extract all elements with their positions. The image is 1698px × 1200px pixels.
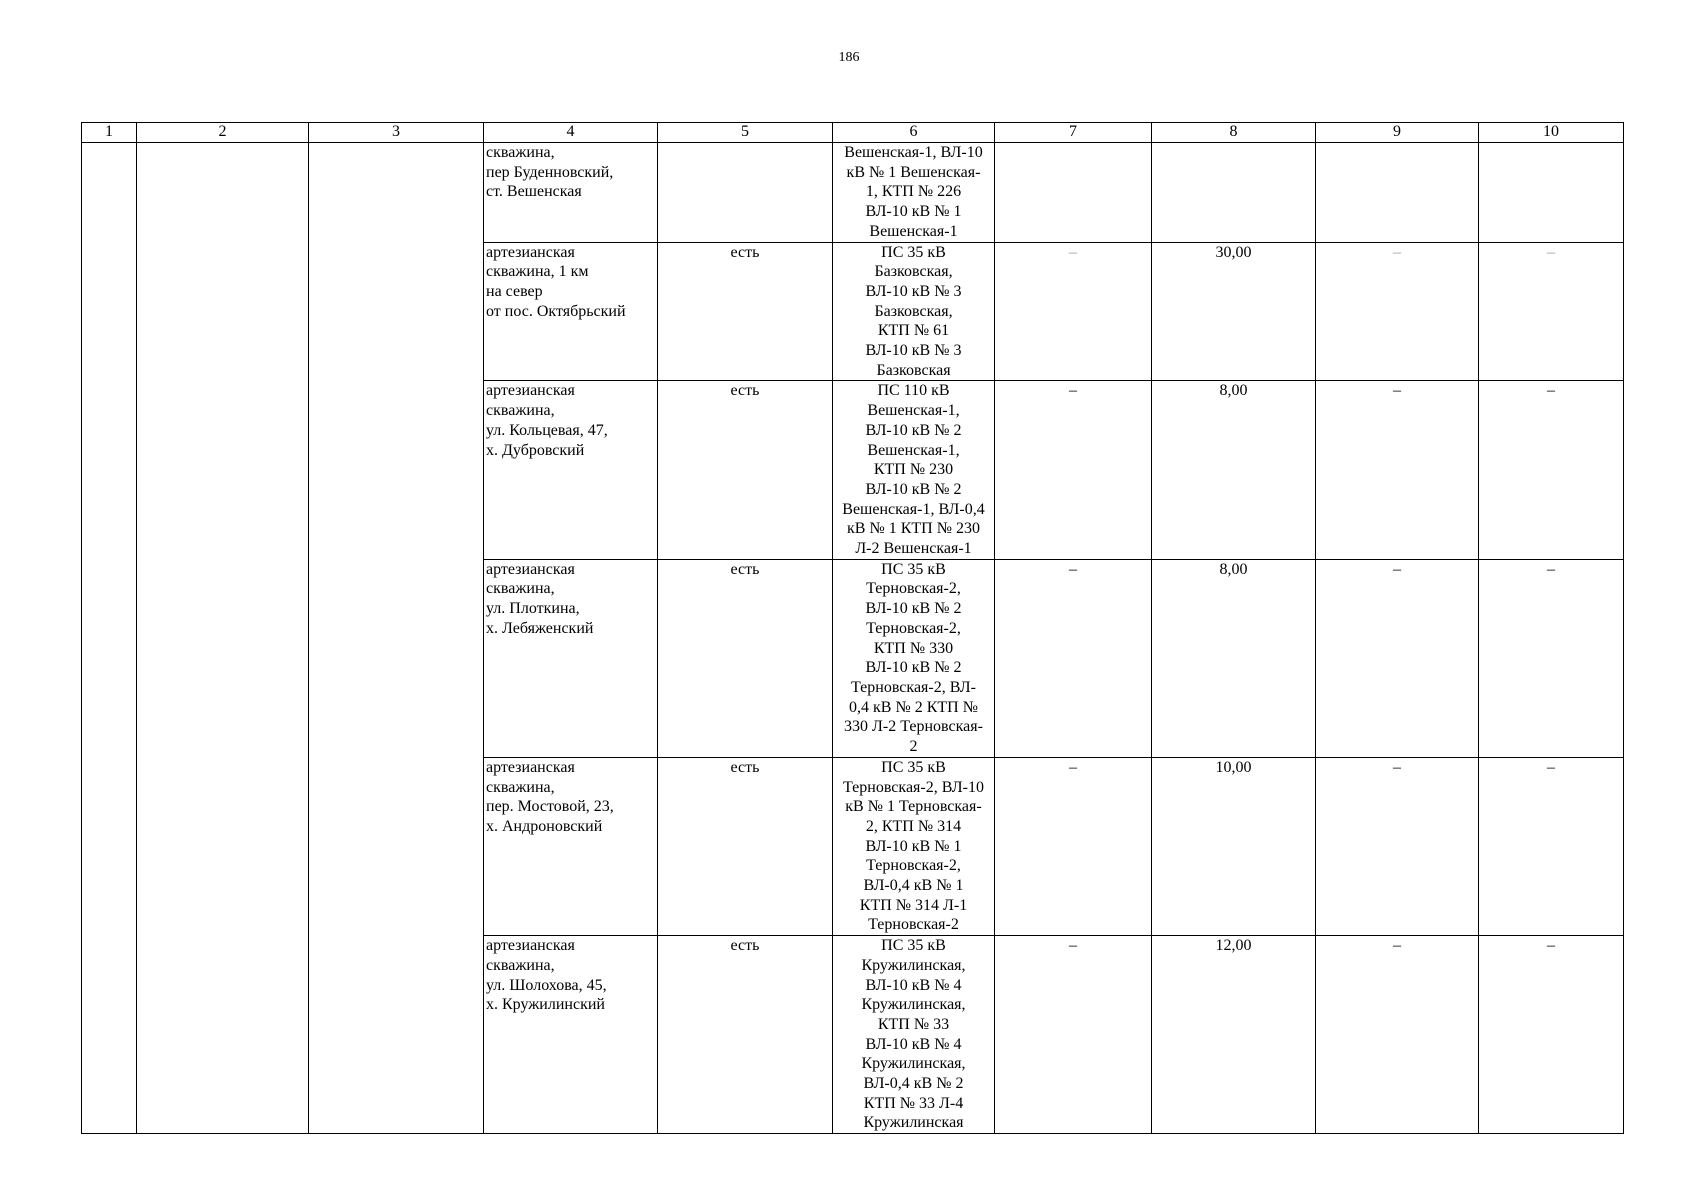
value-cell-c7: – [995, 936, 1152, 1134]
value-cell-c9: – [1316, 757, 1479, 935]
cell-line: Терновская-2, [866, 619, 961, 637]
value-cell-c7: – [995, 242, 1152, 381]
cell-line: Л-2 Вешенская-1 [855, 540, 972, 558]
power-source-cell [833, 936, 995, 1134]
power-source-cell [833, 757, 995, 935]
power-source-cell [833, 381, 995, 559]
cell-line: КТП № 33 [877, 1015, 950, 1033]
value-cell-c9: – [1316, 936, 1479, 1134]
cell-line: Вешенская-1, ВЛ-10 [844, 144, 983, 161]
power-source-cell [833, 559, 995, 757]
cell-line: пер Буденновский, [486, 163, 614, 181]
value-cell-c9: – [1316, 381, 1479, 559]
cell-line: скважина, [486, 956, 555, 974]
cell-line: Базковская, [874, 263, 953, 281]
column-number: 4 [484, 123, 658, 143]
cell-line: ВЛ-0,4 кВ № 1 [863, 877, 964, 895]
column-number: 10 [1479, 123, 1624, 143]
cell-line: скважина, [486, 402, 555, 420]
column-number: 3 [309, 123, 484, 143]
column-number: 2 [137, 123, 309, 143]
value-cell-c9 [1316, 143, 1479, 243]
value-cell-c10: – [1479, 559, 1624, 757]
cell-line: Кружилинская, [861, 1055, 966, 1073]
cell-line: Терновская-2, [866, 857, 961, 875]
cell-line: ВЛ-10 кВ № 1 [865, 203, 962, 221]
cell-line: кВ № 1 Вешенская- [846, 163, 981, 181]
cell-line: артезианская [486, 937, 575, 955]
availability-cell [658, 143, 833, 243]
cell-line: Терновская-2, ВЛ- [851, 678, 976, 696]
col-2-cell [137, 143, 309, 1134]
table-row [82, 143, 1624, 243]
column-number: 9 [1316, 123, 1479, 143]
cell-line: Вешенская-1, ВЛ-0,4 [842, 500, 985, 518]
cell-line: 2, КТП № 314 [865, 817, 962, 835]
cell-line: 2 [909, 738, 918, 756]
cell-line: ВЛ-10 кВ № 1 [865, 837, 962, 855]
cell-line: ВЛ-10 кВ № 2 [865, 659, 962, 677]
cell-line: Терновская-2, [866, 580, 961, 598]
col-1-cell [82, 143, 137, 1134]
cell-line: ПС 35 кВ [881, 560, 946, 578]
cell-line: ВЛ-10 кВ № 2 [865, 600, 962, 618]
cell-line: 330 Л-2 Терновская- [844, 718, 983, 736]
cell-line: ПС 110 кВ [877, 382, 950, 400]
cell-line: Вешенская-1 [869, 222, 958, 240]
cell-line: КТП № 230 [873, 461, 954, 479]
cell-line: ВЛ-10 кВ № 4 [865, 976, 962, 994]
cell-line: пер. Мостовой, 23, [486, 798, 614, 816]
cell-line: ВЛ-10 кВ № 2 [865, 421, 962, 439]
object-name-cell [484, 143, 658, 243]
cell-line: ул. Кольцевая, 47, [486, 421, 608, 439]
cell-line: скважина, [486, 778, 555, 796]
cell-line: ул. Шолохова, 45, [486, 976, 607, 994]
value-cell-c8: 12,00 [1152, 936, 1316, 1134]
availability-cell: есть [658, 242, 833, 381]
cell-line: х. Дубровский [486, 441, 585, 459]
cell-line: Кружилинская, [861, 996, 966, 1014]
column-numbers-row [82, 123, 1624, 143]
cell-line: ПС 35 кВ [881, 243, 946, 261]
cell-line: ПС 35 кВ [881, 758, 946, 776]
value-cell-c7: – [995, 757, 1152, 935]
cell-line: Кружилинская, [861, 956, 966, 974]
value-cell-c10: – [1479, 757, 1624, 935]
column-number: 5 [658, 123, 833, 143]
document-table [81, 122, 1624, 1134]
object-name-cell [484, 757, 658, 935]
value-cell-c7: – [995, 381, 1152, 559]
cell-line: Терновская-2, ВЛ-10 [843, 778, 984, 796]
cell-line: КТП № 330 [873, 639, 954, 657]
availability-cell: есть [658, 936, 833, 1134]
cell-line: ул. Плоткина, [486, 600, 580, 618]
value-cell-c8: 30,00 [1152, 242, 1316, 381]
cell-line: х. Андроновский [486, 817, 603, 835]
cell-line: артезианская [486, 758, 575, 776]
page-number: 186 [838, 50, 860, 65]
cell-line: КТП № 61 [877, 322, 950, 340]
object-name-cell [484, 381, 658, 559]
cell-line: скважина, 1 км [486, 263, 589, 281]
cell-line: артезианская [486, 560, 575, 578]
cell-line: 1, КТП № 226 [865, 183, 962, 201]
cell-line: 0,4 кВ № 2 КТП № [849, 698, 978, 716]
value-cell-c10 [1479, 143, 1624, 243]
cell-line: Терновская-2 [868, 916, 959, 934]
column-number: 8 [1152, 123, 1316, 143]
value-cell-c7: – [995, 559, 1152, 757]
value-cell-c7 [995, 143, 1152, 243]
cell-line: ВЛ-10 кВ № 4 [865, 1035, 962, 1053]
cell-line: кВ № 1 КТП № 230 [847, 520, 980, 538]
cell-line: артезианская [486, 382, 575, 400]
cell-line: ПС 35 кВ [881, 937, 946, 955]
value-cell-c8: 8,00 [1152, 559, 1316, 757]
cell-line: ст. Вешенская [486, 183, 582, 201]
column-number: 6 [833, 123, 995, 143]
value-cell-c9: – [1316, 242, 1479, 381]
power-source-cell [833, 242, 995, 381]
cell-line: Кружилинская [863, 1114, 964, 1132]
cell-line: КТП № 314 Л-1 [859, 896, 968, 914]
value-cell-c10: – [1479, 242, 1624, 381]
object-name-cell [484, 242, 658, 381]
cell-line: Вешенская-1, [867, 441, 960, 459]
column-number: 1 [82, 123, 137, 143]
column-number: 7 [995, 123, 1152, 143]
availability-cell: есть [658, 381, 833, 559]
cell-line: скважина, [486, 580, 555, 598]
power-source-cell [833, 143, 995, 243]
availability-cell: есть [658, 559, 833, 757]
cell-line: на север [486, 282, 543, 300]
cell-line: Вешенская-1, [867, 402, 960, 420]
cell-line: Базковская [876, 361, 951, 379]
cell-line: х. Лебяженский [486, 619, 594, 637]
object-name-cell [484, 559, 658, 757]
value-cell-c9: – [1316, 559, 1479, 757]
cell-line: скважина, [486, 144, 555, 161]
value-cell-c8 [1152, 143, 1316, 243]
object-name-cell [484, 936, 658, 1134]
value-cell-c8: 10,00 [1152, 757, 1316, 935]
cell-line: ВЛ-0,4 кВ № 2 [863, 1075, 964, 1093]
value-cell-c10: – [1479, 936, 1624, 1134]
cell-line: Базковская, [874, 302, 953, 320]
cell-line: кВ № 1 Терновская- [845, 798, 982, 816]
col-3-cell [309, 143, 484, 1134]
value-cell-c8: 8,00 [1152, 381, 1316, 559]
cell-line: ВЛ-10 кВ № 2 [865, 480, 962, 498]
cell-line: от пос. Октябрьский [486, 302, 626, 320]
cell-line: х. Кружилинский [486, 996, 605, 1014]
availability-cell: есть [658, 757, 833, 935]
cell-line: ВЛ-10 кВ № 3 [865, 342, 962, 360]
cell-line: КТП № 33 Л-4 [863, 1094, 964, 1112]
cell-line: ВЛ-10 кВ № 3 [865, 282, 962, 300]
value-cell-c10: – [1479, 381, 1624, 559]
cell-line: артезианская [486, 243, 575, 261]
